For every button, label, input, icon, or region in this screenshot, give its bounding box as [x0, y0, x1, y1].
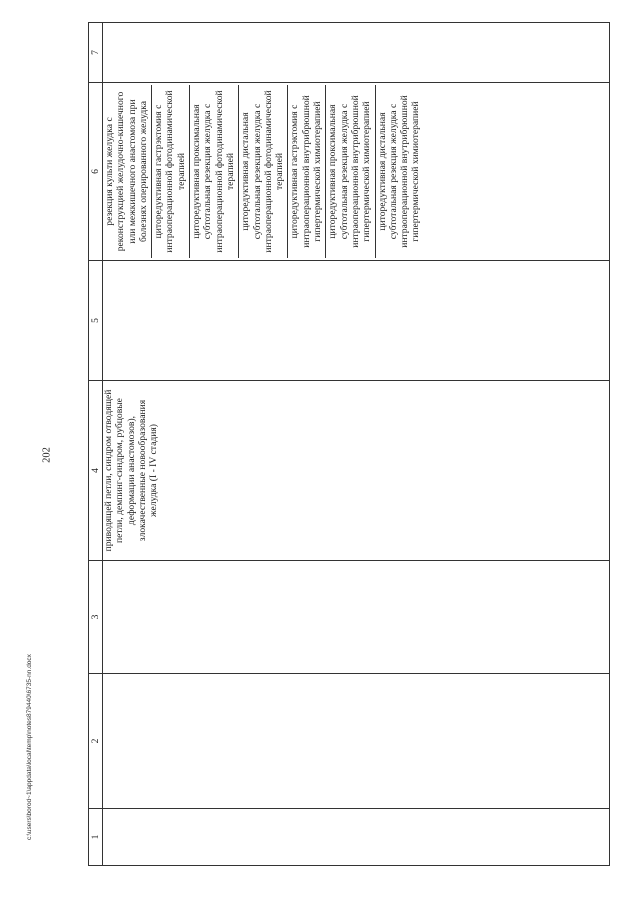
procedure-item: циторедуктивная дистальная субтотальная резекция желудка с интраоперационной фотодинамической терапией — [238, 85, 287, 258]
footer-file-path: c:\users\borod~1\appdata\local\temp\notes879440\6735-nn.docx — [26, 654, 33, 840]
page-number: 202 — [41, 447, 53, 463]
header-col-2: 2 — [89, 674, 103, 809]
header-col-3: 3 — [89, 561, 103, 674]
header-col-7: 7 — [89, 23, 103, 83]
procedure-item: циторедуктивная дистальная субтотальная резекция желудка с интраоперационной внутрибрюшной гипертермической химиотерапией — [375, 85, 424, 258]
procedures-table — [88, 22, 610, 866]
procedure-item: циторедуктивная гастрэктомия с интраоперационной внутрибрюшной гипертермической химиотерапией — [287, 85, 325, 258]
procedure-item: циторедуктивная гастрэктомия с интраоперационной фотодинамической терапией — [151, 85, 189, 258]
cell-col-5 — [103, 261, 610, 381]
rotated-page — [88, 23, 610, 866]
header-col-5: 5 — [89, 261, 103, 381]
procedure-item: резекция культи желудка с реконструкцией желудочно-кишечного или межкишечного анастомоза при болезнях оперированного желудка — [104, 91, 149, 252]
cell-col-3 — [103, 561, 610, 674]
procedure-item: циторедуктивная проксимальная субтотальная резекция желудка с интраоперационной фотодинамической терапией — [189, 85, 238, 258]
cell-col-1 — [103, 809, 610, 866]
cell-col-6-procedures — [103, 83, 610, 261]
cell-col-4-diagnosis: приводящей петли, синдром отводящей петли, демпинг-синдром, рубцовые деформации анастомозов), злокачественные новообразования желудка (I - IV стадия) — [103, 381, 610, 561]
procedure-item: циторедуктивная проксимальная субтотальная резекция желудка с интраоперационной внутрибрюшной гипертермической химиотерапией — [325, 85, 374, 258]
cell-col-2 — [103, 674, 610, 809]
table-row — [103, 23, 610, 866]
header-row — [89, 23, 103, 866]
header-col-1: 1 — [89, 809, 103, 866]
cell-col-7 — [103, 23, 610, 83]
header-col-4: 4 — [89, 381, 103, 561]
header-col-6: 6 — [89, 83, 103, 261]
